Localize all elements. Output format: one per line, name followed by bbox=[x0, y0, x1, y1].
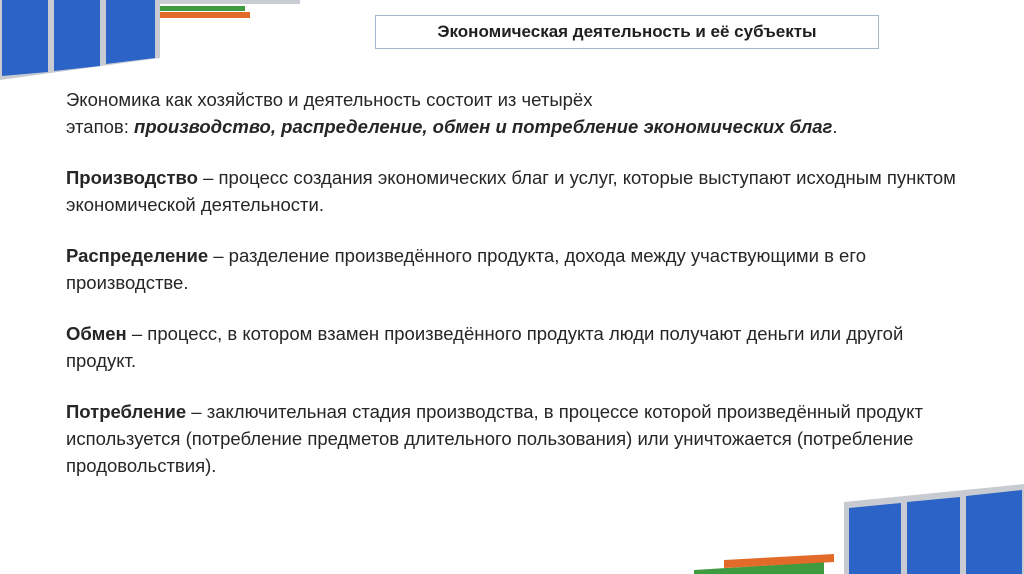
definition-exchange bbox=[66, 320, 966, 374]
definition-term: Обмен bbox=[66, 323, 127, 344]
definition-term: Потребление bbox=[66, 401, 187, 422]
definition-text: – заключительная стадия производства, в процессе которой произведённый продукт используется (потребление предметов длительного пользования) или уничтожается (потребление продовольствия). bbox=[66, 401, 923, 476]
intro-stages-emphasis: производство, распределение, обмен и потребление экономических благ bbox=[134, 116, 833, 137]
definition-text: – разделение произведённого продукта, дохода между участвующими в его производстве. bbox=[66, 245, 866, 293]
definition-term: Производство bbox=[66, 167, 198, 188]
intro-paragraph bbox=[66, 86, 966, 140]
intro-line-2-suffix: . bbox=[832, 116, 838, 137]
definition-distribution bbox=[66, 242, 966, 296]
definition-consumption bbox=[66, 398, 966, 479]
definition-production bbox=[66, 164, 966, 218]
intro-line-1: Экономика как хозяйство и деятельность состоит из четырёх bbox=[66, 89, 593, 110]
definition-term: Распределение bbox=[66, 245, 209, 266]
intro-line-2-prefix: этапов: bbox=[66, 116, 135, 137]
slide-title: Экономическая деятельность и её субъекты bbox=[437, 22, 817, 41]
decorative-panels-top-left bbox=[0, 0, 300, 80]
definition-text: – процесс создания экономических благ и услуг, которые выступают исходным пунктом экономической деятельности. bbox=[66, 167, 956, 215]
slide-body bbox=[66, 86, 966, 503]
definition-text: – процесс, в котором взамен произведённого продукта люди получают деньги или другой продукт. bbox=[66, 323, 904, 371]
slide-title-box bbox=[375, 15, 879, 49]
